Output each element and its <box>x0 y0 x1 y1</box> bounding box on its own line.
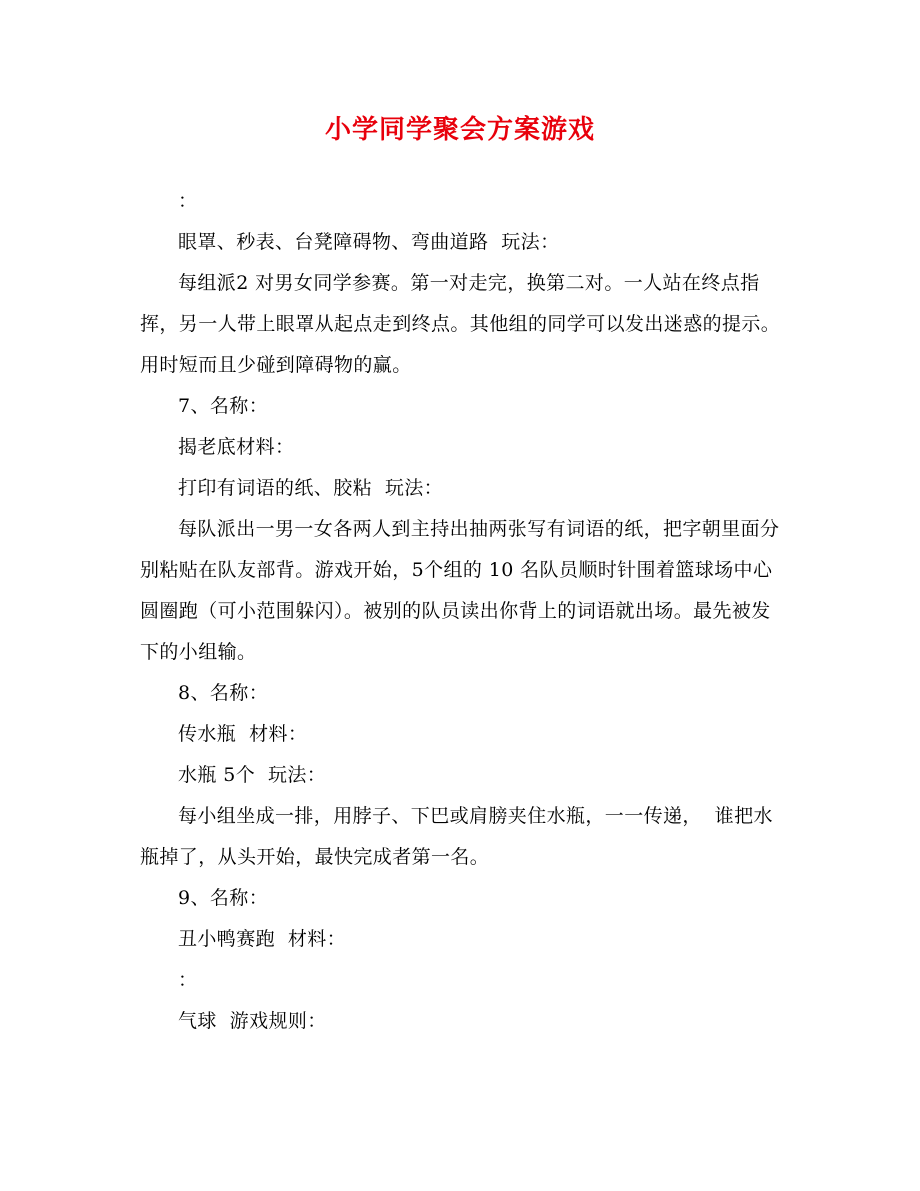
paragraph: 每队派出一男一女各两人到主持出抽两张写有词语的纸，把字朝里面分别粘贴在队友部背。游戏开始，5个组的 10 名队员顺时针围着篮球场中心圆圈跑（可小范围躲闪）。被别的队员读出你背上的词语就出场。最先被发下的小组输。 <box>140 518 780 663</box>
paragraph: 气球 游戏规则： <box>178 1010 327 1032</box>
paragraph: 水瓶 5个 玩法： <box>178 764 327 786</box>
paragraph: 8、名称： <box>178 682 269 704</box>
paragraph: 丑小鸭赛跑 材料： <box>178 928 347 950</box>
document-body <box>140 181 781 1042</box>
paragraph: 揭老底材料： <box>178 436 295 458</box>
paragraph: 打印有词语的纸、胶粘 玩法： <box>178 477 444 499</box>
paragraph: 每组派2 对男女同学参赛。第一对走完，换第二对。一人站在终点指挥，另一人带上眼罩从起点走到终点。其他组的同学可以发出迷惑的提示。用时短而且少碰到障碍物的赢。 <box>140 272 781 376</box>
document-title: 小学同学聚会方案游戏 <box>324 115 595 145</box>
paragraph: 9、名称： <box>178 887 269 909</box>
paragraph: ： <box>178 969 198 991</box>
paragraph: ： <box>178 190 198 212</box>
paragraph: 传水瓶 材料： <box>178 723 308 745</box>
paragraph: 每小组坐成一排，用脖子、下巴或肩膀夹住水瓶，一一传递， 谁把水瓶掉了，从头开始，最快完成者第一名。 <box>140 805 773 868</box>
paragraph: 眼罩、秒表、台凳障碍物、弯曲道路 玩法： <box>178 231 560 253</box>
paragraph: 7、名称： <box>178 395 269 417</box>
